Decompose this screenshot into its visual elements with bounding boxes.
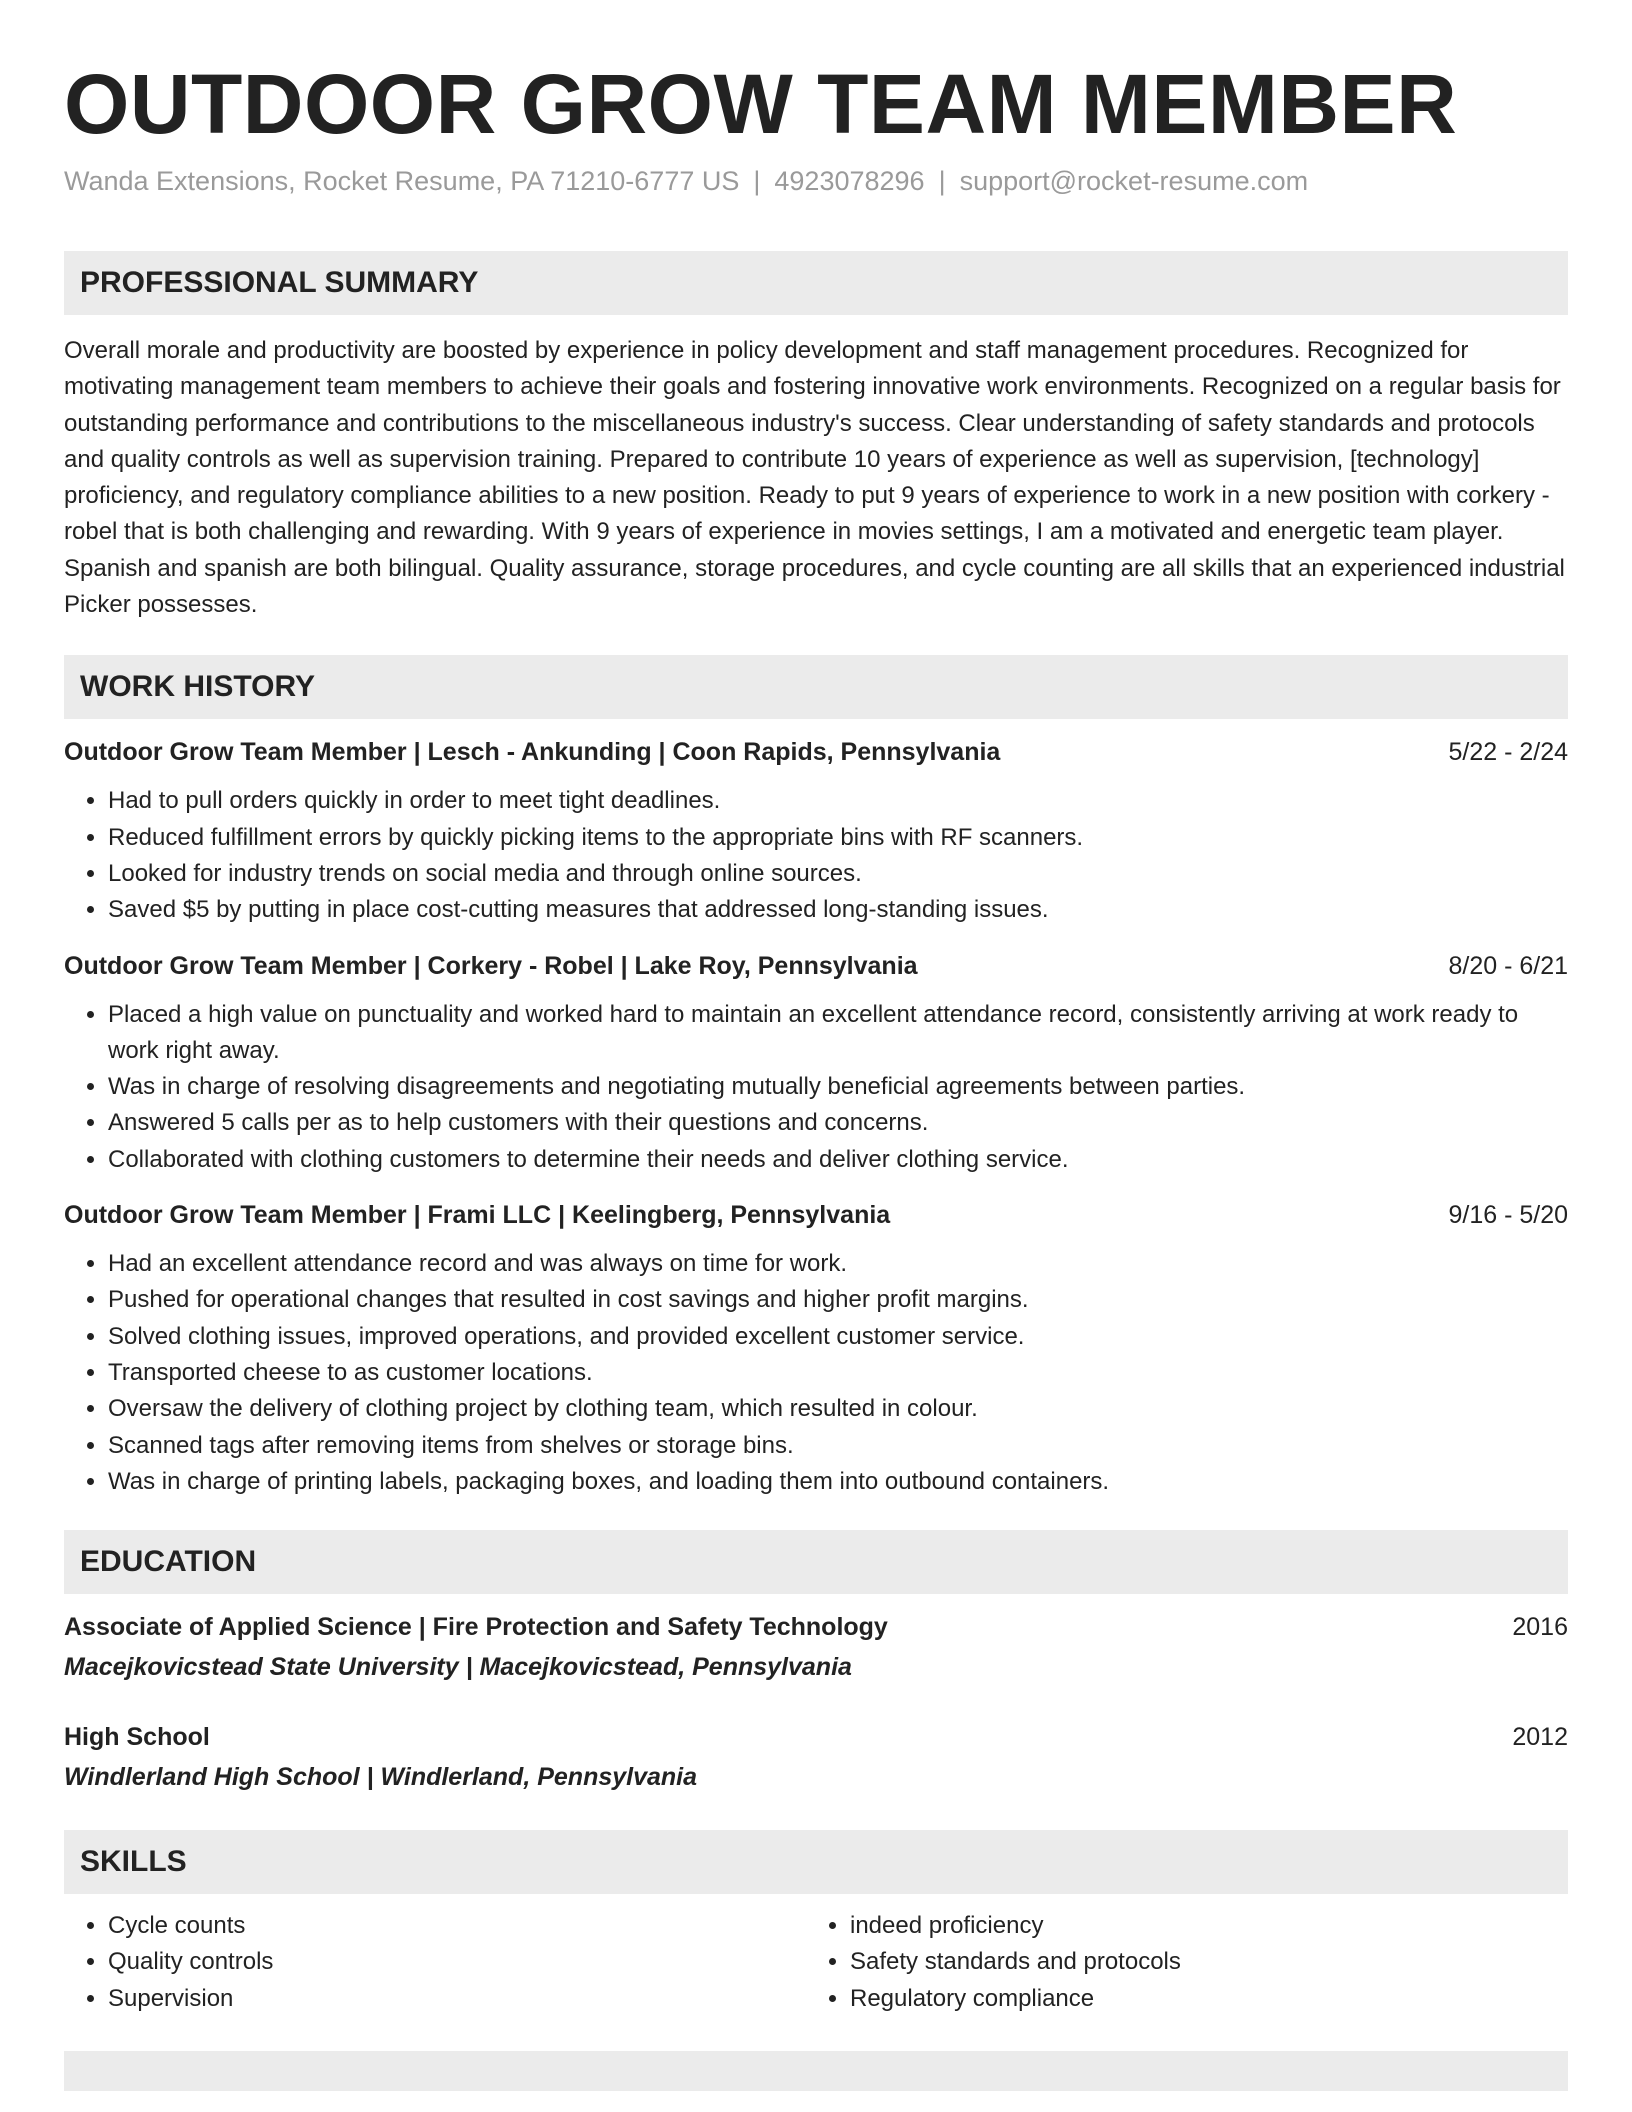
education-school: Windlerland High School | Windlerland, Pennsylvania [64, 1763, 698, 1792]
job-title: Outdoor Grow Team Member | Corkery - Robel | Lake Roy, Pennsylvania [64, 951, 918, 980]
job-bullets [64, 783, 1568, 928]
job-bullet: • Saved $5 by putting in place cost-cutting measures that addressed long-standing issues. [108, 892, 1568, 928]
skills-list [64, 1908, 1568, 2017]
job-bullet: • Placed a high value on punctuality and worked hard to maintain an excellent attendance record, consistently arriving at work ready to work right away. [108, 997, 1568, 1070]
job-bullet: • Had to pull orders quickly in order to meet tight deadlines. [108, 783, 1568, 819]
contact-line [64, 164, 1568, 198]
job-header [64, 1198, 1568, 1232]
section-title: EDUCATION [80, 1545, 257, 1579]
skill-item: • Cycle counts [108, 1908, 808, 1944]
education-header [64, 1610, 1568, 1644]
job-bullet: • Reduced fulfillment errors by quickly picking items to the appropriate bins with RF scanners. [108, 820, 1568, 856]
skill-item: • Safety standards and protocols [850, 1944, 1550, 1980]
skill-item: • indeed proficiency [850, 1908, 1550, 1944]
skill-item: • Quality controls [108, 1944, 808, 1980]
education-year: 2016 [1512, 1613, 1568, 1642]
contact-email: support@rocket-resume.com [959, 166, 1309, 196]
job-bullets [64, 1246, 1568, 1500]
job-title: Outdoor Grow Team Member | Frami LLC | Keelingberg, Pennsylvania [64, 1201, 891, 1230]
section-title: WORK HISTORY [80, 670, 316, 704]
job-bullet: • Solved clothing issues, improved operations, and provided excellent customer service. [108, 1319, 1568, 1355]
section-header-work-history [64, 655, 1568, 719]
job-bullet: • Was in charge of resolving disagreements and negotiating mutually beneficial agreements between parties. [108, 1069, 1568, 1105]
section-header-continued [64, 2051, 1568, 2091]
section-header-education [64, 1530, 1568, 1594]
section-title: SKILLS [80, 1845, 187, 1879]
skill-item: • Supervision [108, 1981, 808, 2017]
job-header [64, 949, 1568, 983]
education-school: Macejkovicstead State University | Macejkovicstead, Pennsylvania [64, 1653, 852, 1682]
skill-item: • Regulatory compliance [850, 1981, 1550, 2017]
contact-separator: | [938, 166, 946, 196]
education-header [64, 1720, 1568, 1754]
job-title: Outdoor Grow Team Member | Lesch - Ankunding | Coon Rapids, Pennsylvania [64, 738, 1001, 767]
contact-address: Wanda Extensions, Rocket Resume, PA 71210-6777 US [64, 166, 740, 196]
skills-column-right [808, 1908, 1550, 2017]
education-degree: High School [64, 1723, 210, 1752]
section-title: PROFESSIONAL SUMMARY [80, 266, 479, 299]
section-header-skills [64, 1830, 1568, 1894]
contact-separator: | [753, 166, 761, 196]
job-dates: 8/20 - 6/21 [1448, 951, 1568, 980]
job-bullet: • Collaborated with clothing customers to determine their needs and deliver clothing service. [108, 1142, 1568, 1178]
resume-name: OUTDOOR GROW TEAM MEMBER [64, 57, 1458, 151]
education-year: 2012 [1512, 1723, 1568, 1752]
summary-text: Overall morale and productivity are boosted by experience in policy development and staff management procedures. Recognized for motivating management team members to achieve their goals and fostering innovative work environments. Recognized on a regular basis for outstanding performance and contributions to the miscellaneous industry's success. Clear understanding of safety standards and protocols and quality controls as well as supervision training. Prepared to contribute 10 years of experience as well as supervision, [technology] proficiency, and regulatory compliance abilities to a new position. Ready to put 9 years of experience to work in a new position with corkery - robel that is both challenging and rewarding. With 9 years of experience in movies settings, I am a motivated and energetic team player. Spanish and spanish are both bilingual. Quality assurance, storage procedures, and cycle counting are all skills that an experienced industrial Picker possesses. [64, 337, 1565, 619]
job-bullets [64, 997, 1568, 1178]
skills-column-left [64, 1908, 808, 2017]
education-degree: Associate of Applied Science | Fire Protection and Safety Technology [64, 1613, 888, 1642]
job-bullet: • Transported cheese to as customer locations. [108, 1355, 1568, 1391]
job-bullet: • Oversaw the delivery of clothing project by clothing team, which resulted in colour. [108, 1391, 1568, 1427]
resume-page [64, 0, 1568, 2091]
job-dates: 5/22 - 2/24 [1448, 738, 1568, 767]
job-bullet: • Looked for industry trends on social media and through online sources. [108, 856, 1568, 892]
job-bullet: • Scanned tags after removing items from shelves or storage bins. [108, 1428, 1568, 1464]
job-header [64, 735, 1568, 769]
job-dates: 9/16 - 5/20 [1448, 1201, 1568, 1230]
section-header-summary [64, 251, 1568, 315]
job-bullet: • Pushed for operational changes that resulted in cost savings and higher profit margins. [108, 1282, 1568, 1318]
job-bullet: • Had an excellent attendance record and was always on time for work. [108, 1246, 1568, 1282]
contact-phone: 4923078296 [774, 166, 925, 196]
job-bullet: • Answered 5 calls per as to help customers with their questions and concerns. [108, 1105, 1568, 1141]
job-bullet: • Was in charge of printing labels, packaging boxes, and loading them into outbound containers. [108, 1464, 1568, 1500]
